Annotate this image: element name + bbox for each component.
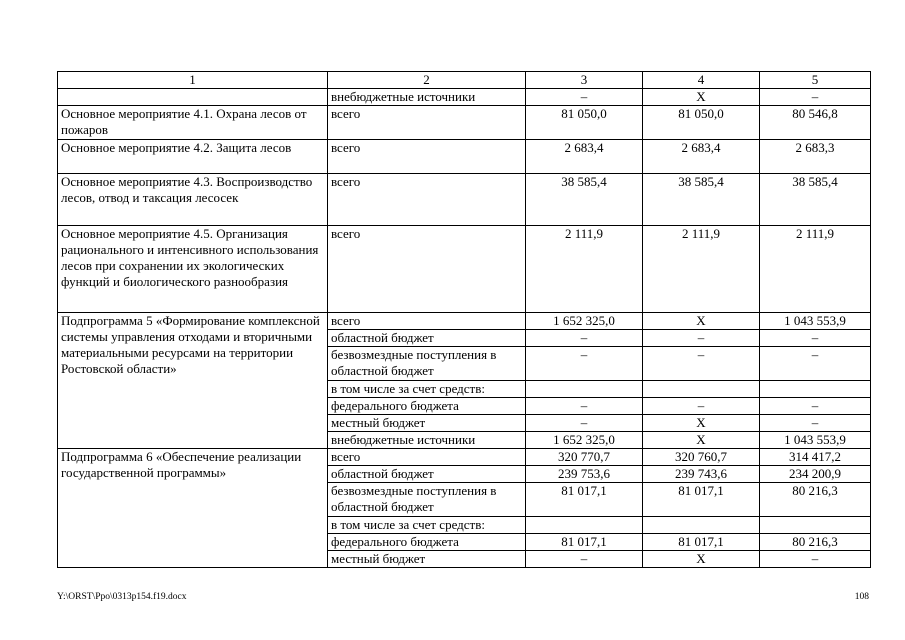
funding-source: всего: [328, 449, 526, 466]
funding-source: безвозмездные поступления в областной бюджет: [328, 347, 526, 381]
table-row: [58, 226, 871, 313]
value-col-4: 38 585,4: [643, 174, 760, 226]
header-col-2: 2: [328, 72, 526, 89]
funding-source: всего: [328, 313, 526, 330]
value-col-3: 1 652 325,0: [526, 313, 643, 330]
value-col-5: 314 417,2: [760, 449, 871, 466]
value-col-3: 2 683,4: [526, 140, 643, 174]
row-label: Основное мероприятие 4.3. Воспроизводство лесов, отвод и таксация лесосек: [58, 174, 328, 226]
funding-source: областной бюджет: [328, 330, 526, 347]
table-header-row: [58, 72, 871, 89]
value-col-5: –: [760, 330, 871, 347]
value-col-4: –: [643, 398, 760, 415]
row-label: [58, 89, 328, 106]
table-row: [58, 89, 871, 106]
value-col-4: 81 050,0: [643, 106, 760, 140]
subprogram-6-label: Подпрограмма 6 «Обеспечение реализации государственной программы»: [58, 449, 328, 568]
value-col-5: 80 546,8: [760, 106, 871, 140]
value-col-3: –: [526, 551, 643, 568]
page-number: 108: [854, 592, 869, 602]
value-col-4: Х: [643, 551, 760, 568]
value-col-3: 81 017,1: [526, 483, 643, 517]
value-col-5: –: [760, 89, 871, 106]
funding-source: местный бюджет: [328, 551, 526, 568]
value-col-3: 320 770,7: [526, 449, 643, 466]
header-col-3: 3: [526, 72, 643, 89]
value-col-4: –: [643, 347, 760, 381]
funding-source: всего: [328, 140, 526, 174]
funding-source: всего: [328, 174, 526, 226]
funding-source: всего: [328, 226, 526, 313]
funding-source: федерального бюджета: [328, 398, 526, 415]
value-col-4: Х: [643, 432, 760, 449]
value-col-4: –: [643, 330, 760, 347]
value-col-5: –: [760, 551, 871, 568]
funding-source: в том числе за счет средств:: [328, 381, 526, 398]
value-col-3: –: [526, 347, 643, 381]
value-col-3: 239 753,6: [526, 466, 643, 483]
table-row: [58, 313, 871, 330]
value-col-5: 1 043 553,9: [760, 432, 871, 449]
value-col-5: 234 200,9: [760, 466, 871, 483]
value-col-3: –: [526, 330, 643, 347]
value-col-3: [526, 381, 643, 398]
value-col-4: 81 017,1: [643, 483, 760, 517]
value-col-4: [643, 517, 760, 534]
value-col-3: 81 017,1: [526, 534, 643, 551]
value-col-3: [526, 517, 643, 534]
value-col-4: 320 760,7: [643, 449, 760, 466]
row-label: Основное мероприятие 4.1. Охрана лесов от пожаров: [58, 106, 328, 140]
funding-source: областной бюджет: [328, 466, 526, 483]
value-col-3: 38 585,4: [526, 174, 643, 226]
funding-source: внебюджетные источники: [328, 89, 526, 106]
funding-source: местный бюджет: [328, 415, 526, 432]
value-col-5: [760, 381, 871, 398]
value-col-5: –: [760, 415, 871, 432]
value-col-5: –: [760, 347, 871, 381]
subprogram-5-label: Подпрограмма 5 «Формирование комплексной системы управления отходами и вторичными материальными ресурсами на территории Ростовской области»: [58, 313, 328, 449]
value-col-4: [643, 381, 760, 398]
budget-table: [57, 71, 871, 568]
value-col-3: –: [526, 398, 643, 415]
value-col-5: 1 043 553,9: [760, 313, 871, 330]
value-col-3: –: [526, 415, 643, 432]
funding-source: в том числе за счет средств:: [328, 517, 526, 534]
row-label: Основное мероприятие 4.5. Организация рационального и интенсивного использования лесов при сохранении их экологических функций и биологического разнообразия: [58, 226, 328, 313]
value-col-5: 2 683,3: [760, 140, 871, 174]
value-col-5: 80 216,3: [760, 483, 871, 517]
funding-source: федерального бюджета: [328, 534, 526, 551]
header-col-1: 1: [58, 72, 328, 89]
value-col-4: 2 683,4: [643, 140, 760, 174]
value-col-4: Х: [643, 415, 760, 432]
value-col-4: 239 743,6: [643, 466, 760, 483]
value-col-5: –: [760, 398, 871, 415]
table-row: [58, 106, 871, 140]
value-col-4: 2 111,9: [643, 226, 760, 313]
value-col-5: 2 111,9: [760, 226, 871, 313]
value-col-3: 1 652 325,0: [526, 432, 643, 449]
value-col-4: Х: [643, 89, 760, 106]
value-col-5: 38 585,4: [760, 174, 871, 226]
value-col-4: 81 017,1: [643, 534, 760, 551]
funding-source: безвозмездные поступления в областной бюджет: [328, 483, 526, 517]
header-col-4: 4: [643, 72, 760, 89]
value-col-5: 80 216,3: [760, 534, 871, 551]
table-row: [58, 449, 871, 466]
footer-file-path: Y:\ORST\Ppo\0313p154.f19.docx: [57, 592, 187, 602]
value-col-3: –: [526, 89, 643, 106]
value-col-4: Х: [643, 313, 760, 330]
value-col-5: [760, 517, 871, 534]
table-row: [58, 174, 871, 226]
table-row: [58, 140, 871, 174]
header-col-5: 5: [760, 72, 871, 89]
funding-source: внебюджетные источники: [328, 432, 526, 449]
funding-source: всего: [328, 106, 526, 140]
value-col-3: 81 050,0: [526, 106, 643, 140]
value-col-3: 2 111,9: [526, 226, 643, 313]
row-label: Основное мероприятие 4.2. Защита лесов: [58, 140, 328, 174]
